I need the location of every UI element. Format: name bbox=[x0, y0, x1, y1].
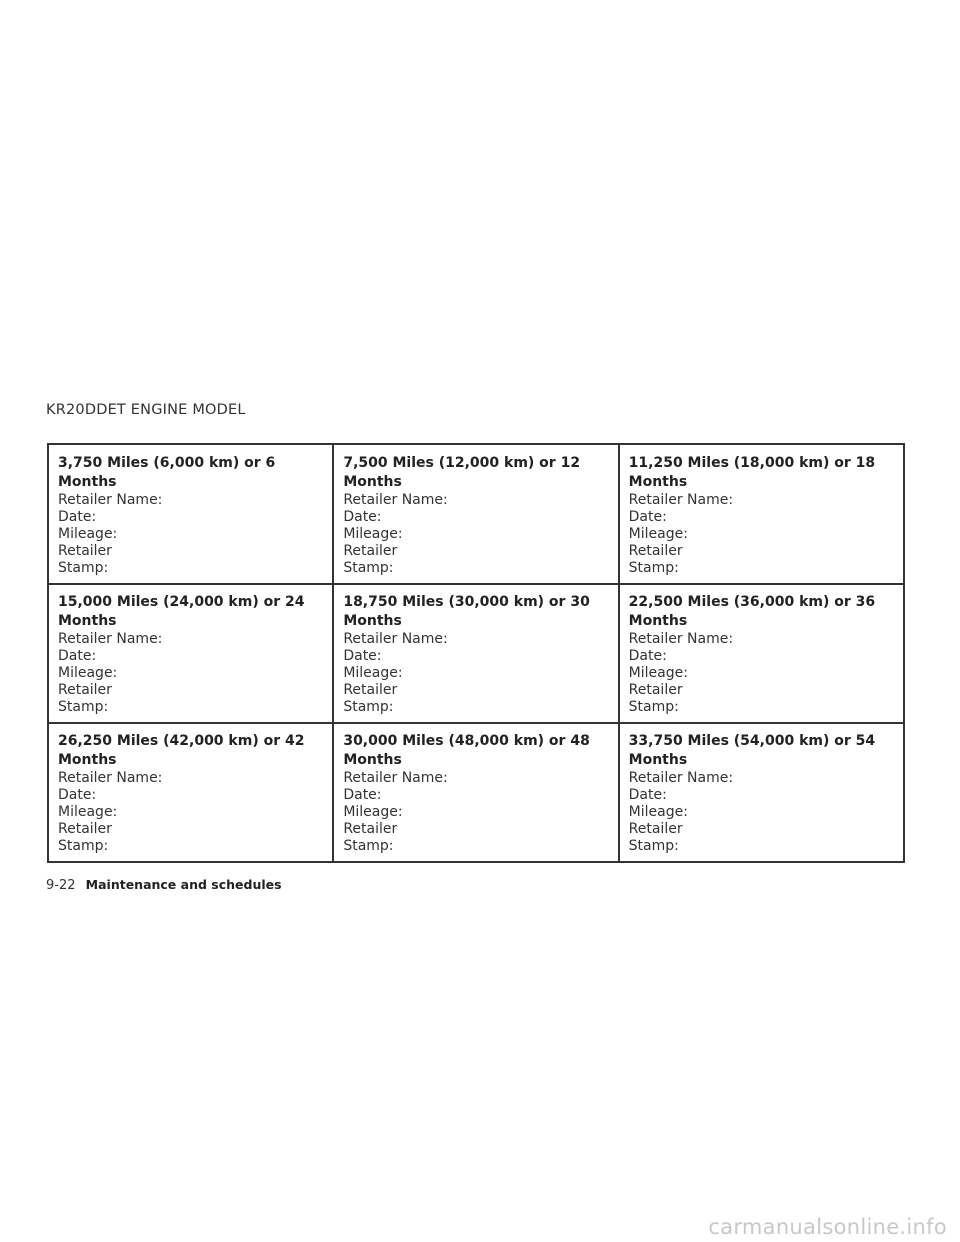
maintenance-log-body bbox=[48, 444, 904, 862]
table-row bbox=[48, 584, 904, 723]
field-label-stamp: Stamp: bbox=[628, 838, 679, 854]
service-interval-label: 7,500 Miles (12,000 km) or 12 bbox=[343, 455, 581, 471]
field-label-date: Date: bbox=[343, 787, 382, 803]
field-label-retailer: Retailer bbox=[628, 543, 683, 559]
service-record-cell bbox=[619, 584, 904, 723]
watermark: carmanualsonline.info bbox=[708, 1215, 947, 1239]
field-label-date: Date: bbox=[628, 509, 667, 525]
service-record-cell bbox=[333, 444, 618, 584]
service-record-cell bbox=[333, 584, 618, 723]
field-label-retailer: Retailer bbox=[343, 682, 398, 698]
field-label-stamp: Stamp: bbox=[343, 560, 394, 576]
field-label-retailer-name: Retailer Name: bbox=[343, 631, 448, 647]
service-record-cell bbox=[333, 723, 618, 862]
service-interval-label: 33,750 Miles (54,000 km) or 54 bbox=[628, 733, 876, 749]
field-label-retailer-name: Retailer Name: bbox=[58, 631, 163, 647]
service-interval-unit: Months bbox=[628, 752, 688, 768]
field-label-stamp: Stamp: bbox=[628, 560, 679, 576]
field-label-date: Date: bbox=[628, 648, 667, 664]
field-label-mileage: Mileage: bbox=[628, 804, 688, 820]
service-record-cell bbox=[48, 584, 333, 723]
service-interval-unit: Months bbox=[628, 613, 688, 629]
service-interval-unit: Months bbox=[628, 474, 688, 490]
table-row bbox=[48, 444, 904, 584]
field-label-mileage: Mileage: bbox=[58, 804, 118, 820]
field-label-retailer-name: Retailer Name: bbox=[343, 492, 448, 508]
service-interval-label: 15,000 Miles (24,000 km) or 24 bbox=[58, 594, 305, 610]
service-interval-label: 22,500 Miles (36,000 km) or 36 bbox=[628, 594, 876, 610]
field-label-date: Date: bbox=[343, 648, 382, 664]
field-label-retailer-name: Retailer Name: bbox=[628, 631, 734, 647]
field-label-retailer-name: Retailer Name: bbox=[628, 770, 734, 786]
field-label-mileage: Mileage: bbox=[628, 526, 688, 542]
field-label-retailer: Retailer bbox=[58, 682, 112, 698]
service-interval-label: 3,750 Miles (6,000 km) or 6 bbox=[58, 455, 276, 471]
field-label-retailer-name: Retailer Name: bbox=[343, 770, 448, 786]
field-label-date: Date: bbox=[343, 509, 382, 525]
page-number: 9-22 bbox=[46, 878, 76, 893]
field-label-mileage: Mileage: bbox=[628, 665, 688, 681]
field-label-stamp: Stamp: bbox=[343, 699, 394, 715]
field-label-retailer: Retailer bbox=[628, 682, 683, 698]
service-interval-label: 11,250 Miles (18,000 km) or 18 bbox=[628, 455, 876, 471]
field-label-date: Date: bbox=[58, 509, 97, 525]
page-footer bbox=[46, 877, 282, 893]
field-label-retailer: Retailer bbox=[343, 543, 398, 559]
service-record-cell bbox=[48, 444, 333, 584]
field-label-mileage: Mileage: bbox=[343, 526, 403, 542]
service-interval-unit: Months bbox=[58, 474, 117, 490]
field-label-mileage: Mileage: bbox=[343, 665, 403, 681]
service-record-cell bbox=[619, 723, 904, 862]
field-label-date: Date: bbox=[58, 787, 97, 803]
section-title: KR20DDET ENGINE MODEL bbox=[46, 402, 246, 418]
field-label-mileage: Mileage: bbox=[343, 804, 403, 820]
field-label-mileage: Mileage: bbox=[58, 665, 118, 681]
field-label-retailer-name: Retailer Name: bbox=[58, 492, 163, 508]
field-label-date: Date: bbox=[628, 787, 667, 803]
field-label-retailer: Retailer bbox=[628, 821, 683, 837]
field-label-stamp: Stamp: bbox=[58, 699, 109, 715]
field-label-retailer: Retailer bbox=[343, 821, 398, 837]
table-row bbox=[48, 723, 904, 862]
field-label-stamp: Stamp: bbox=[58, 838, 109, 854]
service-interval-label: 26,250 Miles (42,000 km) or 42 bbox=[58, 733, 305, 749]
field-label-stamp: Stamp: bbox=[628, 699, 679, 715]
service-interval-label: 18,750 Miles (30,000 km) or 30 bbox=[343, 594, 590, 610]
field-label-retailer: Retailer bbox=[58, 543, 112, 559]
chapter-title: Maintenance and schedules bbox=[85, 877, 282, 892]
field-label-stamp: Stamp: bbox=[58, 560, 109, 576]
field-label-retailer-name: Retailer Name: bbox=[628, 492, 734, 508]
field-label-date: Date: bbox=[58, 648, 97, 664]
maintenance-log-table bbox=[47, 443, 905, 863]
service-interval-label: 30,000 Miles (48,000 km) or 48 bbox=[343, 733, 590, 749]
service-interval-unit: Months bbox=[343, 474, 402, 490]
service-record-cell bbox=[619, 444, 904, 584]
service-interval-unit: Months bbox=[58, 613, 117, 629]
service-interval-unit: Months bbox=[343, 752, 402, 768]
service-interval-unit: Months bbox=[58, 752, 117, 768]
service-interval-unit: Months bbox=[343, 613, 402, 629]
field-label-mileage: Mileage: bbox=[58, 526, 118, 542]
field-label-retailer-name: Retailer Name: bbox=[58, 770, 163, 786]
service-record-cell bbox=[48, 723, 333, 862]
field-label-stamp: Stamp: bbox=[343, 838, 394, 854]
field-label-retailer: Retailer bbox=[58, 821, 112, 837]
